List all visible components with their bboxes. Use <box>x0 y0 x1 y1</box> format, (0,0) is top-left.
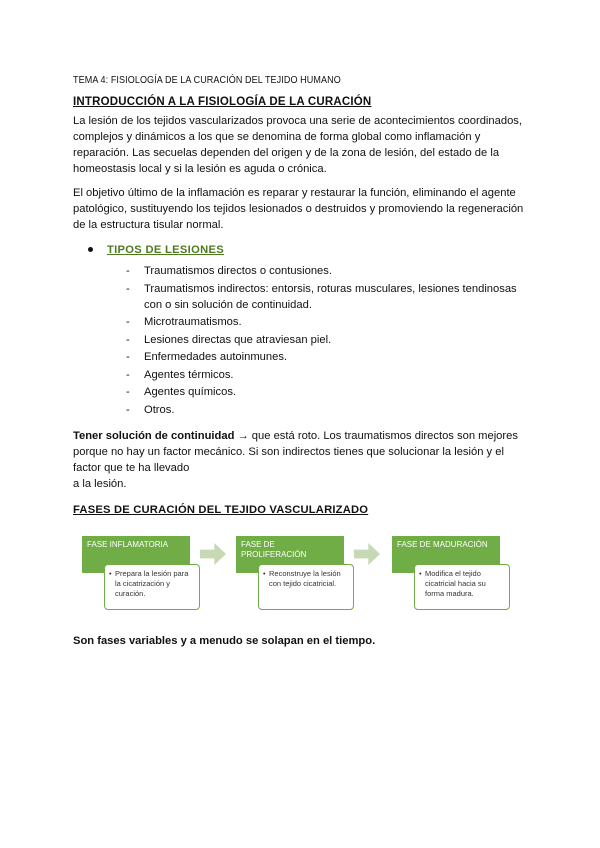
list-item: - Agentes químicos. <box>126 386 237 398</box>
arrow-right-icon <box>200 543 226 565</box>
phase-maduracion-header: FASE DE MADURACIÓN <box>392 536 500 573</box>
bullet-icon: • <box>419 569 422 578</box>
phase-inflamatoria-body: • Prepara la lesión para la cicatrización y curación. <box>104 564 200 610</box>
final-note: Son fases variables y a menudo se solapan en el tiempo. <box>73 635 376 647</box>
phase-proliferacion-body: • Reconstruye la lesión con tejido cicatricial. <box>258 564 354 610</box>
list-item: - Enfermedades autoinmunes. <box>126 351 288 363</box>
dash-icon: - <box>126 282 130 295</box>
bullet-icon: • <box>263 569 266 578</box>
tipos-heading: TIPOS DE LESIONES <box>107 244 224 256</box>
dash-icon: - <box>126 351 130 363</box>
dash-icon: - <box>126 403 130 416</box>
continuidad-paragraph <box>73 428 528 492</box>
intro-heading: INTRODUCCIÓN A LA FISIOLOGÍA DE LA CURACIÓN <box>73 96 372 108</box>
dash-icon: - <box>126 333 130 346</box>
bullet-icon: • <box>109 569 112 578</box>
list-item: - Lesiones directas que atraviesan piel. <box>126 333 332 346</box>
arrow-right-icon <box>354 543 380 565</box>
phase-maduracion-body: • Modifica el tejido cicatricial hacia su forma madura. <box>414 564 510 610</box>
phase-proliferacion-header: FASE DE PROLIFERACIÓN <box>236 536 344 573</box>
list-item: - Microtraumatismos. <box>126 316 242 328</box>
phases-diagram <box>82 536 522 616</box>
topic-title: TEMA 4: FISIOLOGÍA DE LA CURACIÓN DEL TEJIDO HUMANO <box>73 74 341 86</box>
continuidad-term: Tener solución de continuidad <box>73 430 235 442</box>
intro-paragraph-2: El objetivo último de la inflamación es reparar y restaurar la función, eliminando el agente patológico, sustituyendo los tejidos lesionados o destruidos y promoviendo la regeneración de la estructura tisular normal. <box>73 187 524 231</box>
fases-heading: FASES DE CURACIÓN DEL TEJIDO VASCULARIZADO <box>73 504 369 516</box>
lesion-types-list <box>124 263 524 419</box>
phase-inflamatoria-header: FASE INFLAMATORIA <box>82 536 190 573</box>
list-item: - Agentes térmicos. <box>126 368 234 381</box>
list-item: - Otros. <box>126 403 175 416</box>
tipos-bullet <box>88 244 224 256</box>
bullet-icon <box>88 247 93 252</box>
dash-icon: - <box>126 386 130 398</box>
list-item: - Traumatismos directos o contusiones. <box>126 265 332 277</box>
list-item: - Traumatismos indirectos: entorsis, roturas musculares, lesiones tendinosas con o sin solución de continuidad. <box>126 282 517 311</box>
continuidad-tail: a la lesión. <box>73 478 127 490</box>
dash-icon: - <box>126 265 130 277</box>
dash-icon: - <box>126 368 130 381</box>
continuidad-text: → que está roto. Los traumatismos directos son mejores porque no hay un factor mecánico. Si son indirectos tienes que solucionar la lesión y el factor que te ha llevado <box>73 430 518 474</box>
intro-paragraph-1: La lesión de los tejidos vascularizados provoca una serie de acontecimientos coordinados, complejos y dinámicos a los que se denomina de forma global como inflamación y reparación. Las secuelas dependen del origen y de la zona de lesión, del estado de la homeostasis local y si la lesión es aguda o crónica. <box>73 115 523 175</box>
dash-icon: - <box>126 316 130 328</box>
